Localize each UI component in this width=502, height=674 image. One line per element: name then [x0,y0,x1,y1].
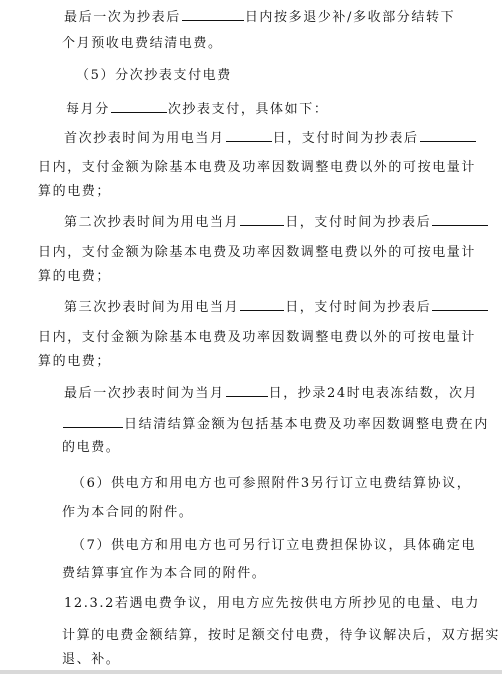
text-segment: （7）供电方和用电方也可另行订立电费担保协议，具体确定电 [72,538,477,553]
fill-in-blank [63,415,123,428]
text-segment: 个月预收电费结清电费。 [62,36,223,51]
page-bottom-border [0,670,502,674]
text-segment: 最后一次抄表时间为当月 [64,386,225,401]
text-line [64,8,455,26]
text-line [62,415,489,433]
fill-in-blank [182,8,244,21]
text-segment: 日，支付时间为抄表后 [285,300,432,315]
text-segment: 算的电费； [38,269,112,284]
fill-in-blank [240,298,284,311]
text-segment: （5）分次抄表支付电费 [76,68,232,83]
text-segment: 最后一次为抄表后 [64,10,181,25]
fill-in-blank [111,100,167,113]
text-segment: 日，支付时间为抄表后 [272,131,419,146]
text-segment: 日结清结算金额为包括基本电费及功率因数调整电费在内 [124,417,490,432]
text-segment: 算的电费； [38,184,112,199]
text-segment: （6）供电方和用电方也可参照附件3另行订立电费结算协议， [72,476,472,491]
fill-in-blank [432,213,488,226]
text-line [72,476,471,492]
text-segment: 12.3.2若遇电费争议，用电方应先按供电方所抄见的电量、电力 [64,596,480,611]
text-segment: 计算的电费金额结算，按时足额交付电费，待争议解决后，双方据实 [62,628,501,643]
text-line [64,384,478,402]
text-segment: 每月分 [66,102,110,117]
text-segment: 算的电费； [38,354,112,369]
text-segment: 首次抄表时间为用电当月 [64,131,225,146]
text-segment: 日内，支付金额为除基本电费及功率因数调整电费以外的可按电量计 [38,330,477,345]
fill-in-blank [432,298,488,311]
text-line [64,298,489,316]
text-line [66,100,328,118]
text-segment: 作为本合同的附件。 [62,505,194,520]
text-line [72,538,476,554]
text-line [38,160,476,176]
text-line [62,36,223,52]
text-segment: 日内，支付金额为除基本电费及功率因数调整电费以外的可按电量计 [38,245,477,260]
text-segment: 第三次抄表时间为用电当月 [64,300,240,315]
text-segment: 日，抄录24时电表冻结数，次月 [268,386,479,401]
text-line [38,269,111,285]
text-segment: 第二次抄表时间为用电当月 [64,215,240,230]
text-segment: 费结算事宜作为本合同的附件。 [62,566,267,581]
text-segment: 次抄表支付，具体如下： [167,102,329,117]
text-line [62,652,120,668]
fill-in-blank [420,129,476,142]
text-line [38,330,476,346]
fill-in-blank [226,384,268,397]
fill-in-blank [240,213,284,226]
text-line [62,566,266,582]
fill-in-blank [226,129,272,142]
text-segment: 日内，支付金额为除基本电费及功率因数调整电费以外的可按电量计 [38,160,477,175]
text-line [38,245,476,261]
text-line [62,505,193,521]
text-segment: 日内按多退少补/多收部分结转下 [244,10,456,25]
text-segment: 退、补。 [62,652,121,667]
text-line [64,213,489,231]
text-line [38,354,111,370]
text-line [76,68,232,84]
text-line [64,129,477,147]
text-segment: 的电费。 [62,440,121,455]
text-line [62,440,120,456]
text-line [38,184,111,200]
text-line [62,628,500,644]
text-line [64,596,480,612]
text-segment: 日，支付时间为抄表后 [285,215,432,230]
